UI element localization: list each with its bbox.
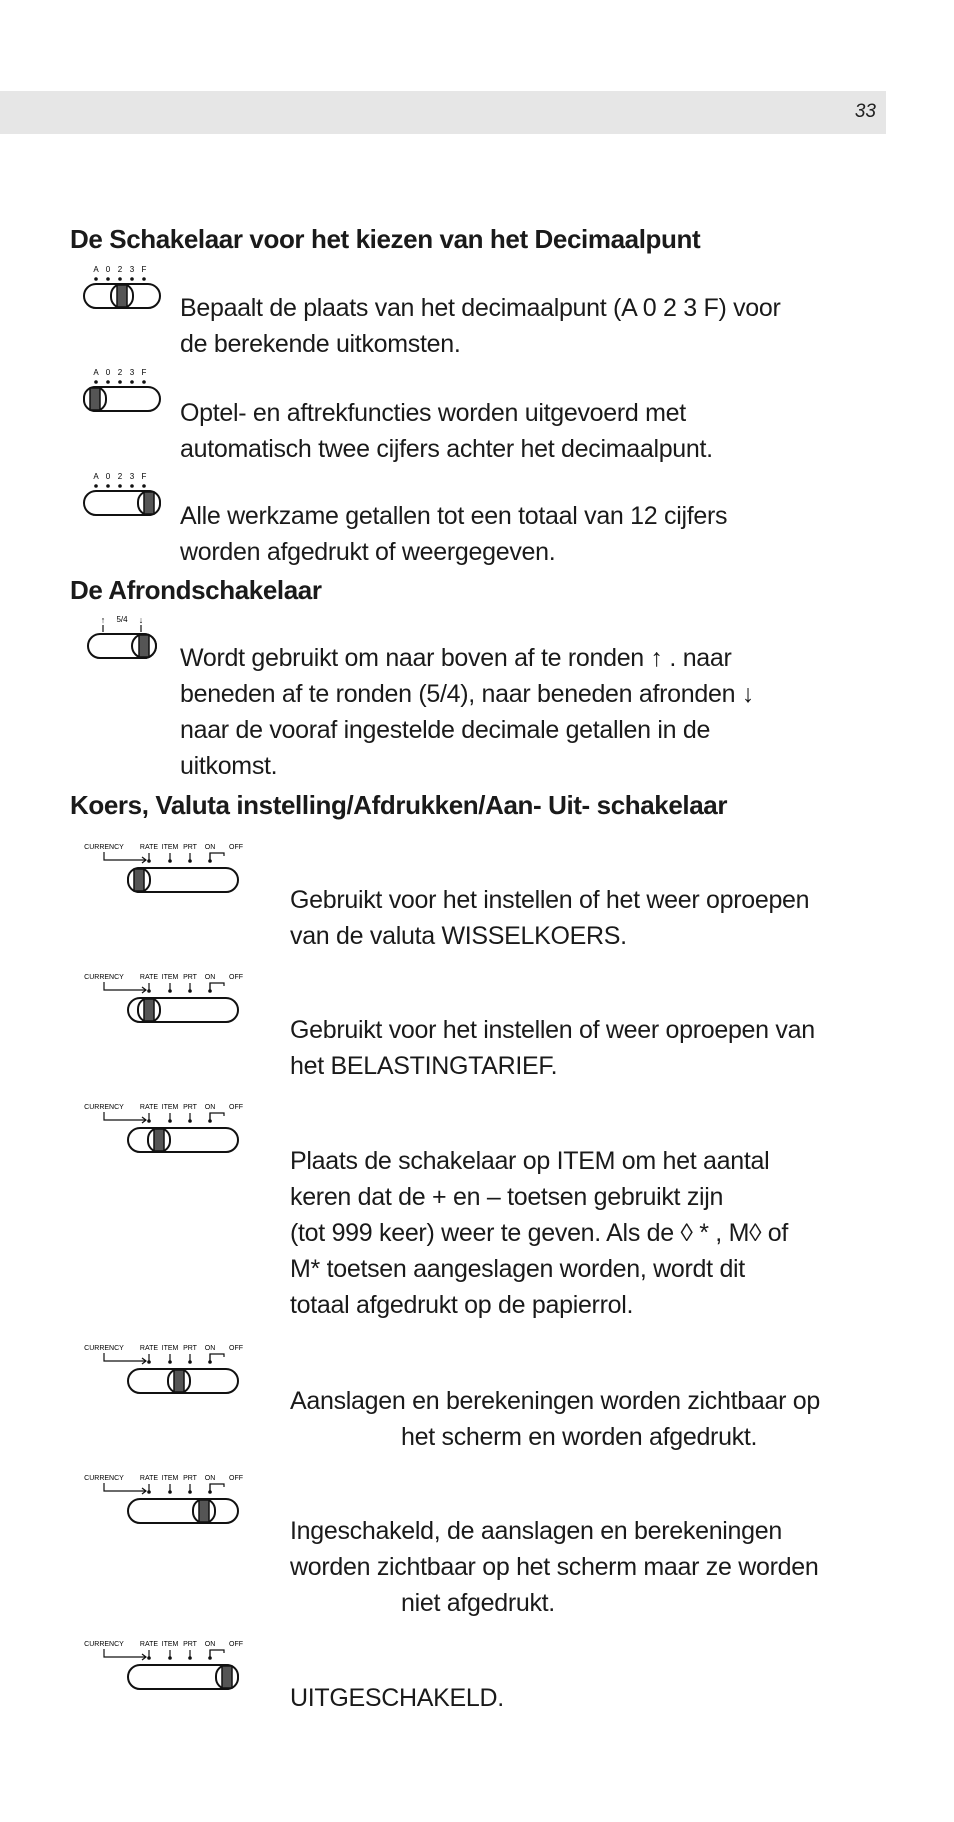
function-scale-label: ON bbox=[204, 974, 216, 981]
function-scale-label: RATE bbox=[139, 1345, 159, 1352]
decimal-scale-dot bbox=[94, 484, 98, 488]
switch-slot bbox=[128, 1499, 238, 1523]
function-scale-label: CURRENCY bbox=[84, 974, 124, 981]
on-off-bracket bbox=[210, 853, 224, 860]
function-scale-label: OFF bbox=[229, 844, 243, 851]
function-description-item: Plaats de schakelaar op ITEM om het aantal keren dat de + en – toetsen gebruikt zijn (tot 999 keer) weer te geven. Als de ◊ * , M◊ of M* toetsen aangeslagen worden, wordt dit totaal afgedrukt op de papierrol. bbox=[290, 1147, 789, 1319]
decimal-scale-label: A bbox=[93, 368, 99, 377]
decimal-scale-dot bbox=[106, 380, 110, 384]
currency-rate-bracket bbox=[104, 1649, 146, 1657]
on-off-bracket bbox=[210, 983, 224, 990]
decimal-scale-dot bbox=[106, 277, 110, 281]
function-switch-icon-prt bbox=[82, 1341, 262, 1397]
function-description-currency: Gebruikt voor het instellen of het weer oproepen van de valuta WISSELKOERS. bbox=[290, 886, 810, 950]
function-description-off: UITGESCHAKELD. bbox=[290, 1684, 504, 1712]
switch-knob-grip bbox=[199, 1500, 209, 1522]
rounding-switch-icon bbox=[84, 612, 160, 662]
currency-rate-bracket bbox=[104, 1112, 146, 1120]
function-scale-label: ITEM bbox=[161, 1345, 179, 1352]
function-switch-icon-currency bbox=[82, 840, 262, 896]
decimal-scale-label: 0 bbox=[105, 265, 111, 274]
function-scale-label: CURRENCY bbox=[84, 1475, 124, 1482]
switch-knob-grip bbox=[144, 999, 154, 1021]
function-switch-icon-item bbox=[82, 1100, 262, 1156]
decimal-description-3: Alle werkzame getallen tot een totaal van 12 cijfers worden afgedrukt of weergegeven. bbox=[180, 502, 728, 566]
on-off-bracket bbox=[210, 1484, 224, 1491]
on-off-bracket bbox=[210, 1650, 224, 1657]
scale-dot bbox=[147, 1656, 151, 1660]
rounding-description: Wordt gebruikt om naar boven af te ronden ↑ . naar beneden af te ronden (5/4), naar beneden afronden ↓ naar de vooraf ingestelde decimale getallen in de uitkomst. bbox=[180, 644, 755, 780]
function-scale-label: OFF bbox=[229, 1475, 243, 1482]
function-scale-label: PRT bbox=[183, 1475, 197, 1482]
switch-knob-grip bbox=[134, 869, 144, 891]
decimal-scale-label: F bbox=[141, 472, 147, 481]
switch-knob-grip bbox=[154, 1129, 164, 1151]
function-scale-label: OFF bbox=[229, 1104, 243, 1111]
switch-knob-grip bbox=[174, 1370, 184, 1392]
function-scale-label: ITEM bbox=[161, 1104, 179, 1111]
decimal-scale-label: 3 bbox=[129, 472, 135, 481]
scale-dot bbox=[168, 859, 172, 863]
svg-text:5/4: 5/4 bbox=[116, 615, 128, 624]
function-description-on: Ingeschakeld, de aanslagen en berekeningen worden zichtbaar op het scherm maar ze worden niet afgedrukt. bbox=[290, 1517, 819, 1617]
function-scale-label: PRT bbox=[183, 1345, 197, 1352]
function-switch-icon-rate bbox=[82, 970, 262, 1026]
function-scale-label: ITEM bbox=[161, 974, 179, 981]
scale-dot bbox=[188, 1360, 192, 1364]
scale-dot bbox=[147, 1360, 151, 1364]
decimal-scale-dot bbox=[94, 380, 98, 384]
scale-dot bbox=[168, 1360, 172, 1364]
decimal-scale-label: F bbox=[141, 265, 147, 274]
switch-knob-grip bbox=[222, 1666, 232, 1688]
currency-rate-bracket bbox=[104, 1483, 146, 1491]
function-scale-label: RATE bbox=[139, 1104, 159, 1111]
function-scale-label: ON bbox=[204, 1104, 216, 1111]
decimal-description-1: Bepaalt de plaats van het decimaalpunt (A 0 2 3 F) voor de berekende uitkomsten. bbox=[180, 294, 781, 358]
scale-dot bbox=[147, 989, 151, 993]
function-scale-label: PRT bbox=[183, 1641, 197, 1648]
decimal-scale-label: 2 bbox=[117, 368, 123, 377]
decimal-description-2: Optel- en aftrekfuncties worden uitgevoerd met automatisch twee cijfers achter het decimaalpunt. bbox=[180, 399, 713, 463]
function-scale-label: OFF bbox=[229, 974, 243, 981]
function-scale-label: RATE bbox=[139, 1475, 159, 1482]
page-header-band bbox=[0, 91, 886, 134]
function-scale-label: CURRENCY bbox=[84, 1104, 124, 1111]
scale-dot bbox=[168, 1656, 172, 1660]
decimal-scale-label: 3 bbox=[129, 265, 135, 274]
decimal-scale-dot bbox=[130, 484, 134, 488]
switch-slot bbox=[128, 1128, 238, 1152]
function-scale-label: ON bbox=[204, 1475, 216, 1482]
function-scale-label: ON bbox=[204, 844, 216, 851]
function-scale-label: ITEM bbox=[161, 1641, 179, 1648]
currency-rate-bracket bbox=[104, 852, 146, 860]
decimal-switch-icon-left bbox=[80, 366, 164, 414]
on-off-bracket bbox=[210, 1113, 224, 1120]
currency-rate-bracket bbox=[104, 1353, 146, 1361]
decimal-switch-icon-center bbox=[80, 263, 164, 311]
scale-dot bbox=[168, 989, 172, 993]
scale-dot bbox=[188, 859, 192, 863]
function-description-prt: Aanslagen en berekeningen worden zichtbaar op het scherm en worden afgedrukt. bbox=[290, 1387, 820, 1451]
function-scale-label: ON bbox=[204, 1641, 216, 1648]
decimal-scale-dot bbox=[106, 484, 110, 488]
decimal-scale-label: A bbox=[93, 265, 99, 274]
decimal-scale-dot bbox=[130, 380, 134, 384]
decimal-scale-dot bbox=[130, 277, 134, 281]
scale-dot bbox=[188, 1490, 192, 1494]
decimal-scale-label: 0 bbox=[105, 472, 111, 481]
function-scale-label: ITEM bbox=[161, 844, 179, 851]
scale-dot bbox=[188, 989, 192, 993]
decimal-switch-heading: De Schakelaar voor het kiezen van het Decimaalpunt bbox=[70, 224, 701, 254]
function-scale-label: OFF bbox=[229, 1345, 243, 1352]
decimal-scale-label: 2 bbox=[117, 265, 123, 274]
scale-dot bbox=[168, 1119, 172, 1123]
page-number: 33 bbox=[854, 101, 876, 122]
decimal-scale-dot bbox=[118, 277, 122, 281]
scale-dot bbox=[188, 1656, 192, 1660]
decimal-scale-label: F bbox=[141, 368, 147, 377]
decimal-scale-label: 0 bbox=[105, 368, 111, 377]
decimal-scale-label: A bbox=[93, 472, 99, 481]
decimal-switch-icon-right bbox=[80, 470, 164, 518]
rounding-switch-heading: De Afrondschakelaar bbox=[70, 575, 322, 605]
currency-rate-bracket bbox=[104, 982, 146, 990]
scale-dot bbox=[168, 1490, 172, 1494]
function-scale-label: RATE bbox=[139, 974, 159, 981]
decimal-scale-label: 3 bbox=[129, 368, 135, 377]
function-scale-label: CURRENCY bbox=[84, 1641, 124, 1648]
scale-dot bbox=[147, 1490, 151, 1494]
on-off-bracket bbox=[210, 1354, 224, 1361]
decimal-scale-dot bbox=[142, 484, 146, 488]
svg-text:↓: ↓ bbox=[138, 615, 144, 625]
function-scale-label: ON bbox=[204, 1345, 216, 1352]
function-scale-label: PRT bbox=[183, 974, 197, 981]
decimal-scale-dot bbox=[142, 380, 146, 384]
function-scale-label: OFF bbox=[229, 1641, 243, 1648]
svg-text:↑: ↑ bbox=[100, 615, 106, 625]
decimal-scale-dot bbox=[118, 484, 122, 488]
function-scale-label: PRT bbox=[183, 1104, 197, 1111]
function-scale-label: CURRENCY bbox=[84, 844, 124, 851]
scale-dot bbox=[188, 1119, 192, 1123]
function-scale-label: CURRENCY bbox=[84, 1345, 124, 1352]
function-scale-label: RATE bbox=[139, 1641, 159, 1648]
function-switch-heading: Koers, Valuta instelling/Afdrukken/Aan- Uit- schakelaar bbox=[70, 790, 728, 820]
decimal-scale-dot bbox=[94, 277, 98, 281]
function-switch-icon-on bbox=[82, 1471, 262, 1527]
decimal-scale-label: 2 bbox=[117, 472, 123, 481]
scale-dot bbox=[147, 1119, 151, 1123]
function-scale-label: PRT bbox=[183, 844, 197, 851]
decimal-scale-dot bbox=[118, 380, 122, 384]
function-switch-icon-off bbox=[82, 1637, 262, 1693]
scale-dot bbox=[147, 859, 151, 863]
function-scale-label: RATE bbox=[139, 844, 159, 851]
function-scale-label: ITEM bbox=[161, 1475, 179, 1482]
decimal-scale-dot bbox=[142, 277, 146, 281]
function-description-rate: Gebruikt voor het instellen of weer oproepen van het BELASTINGTARIEF. bbox=[290, 1016, 815, 1080]
